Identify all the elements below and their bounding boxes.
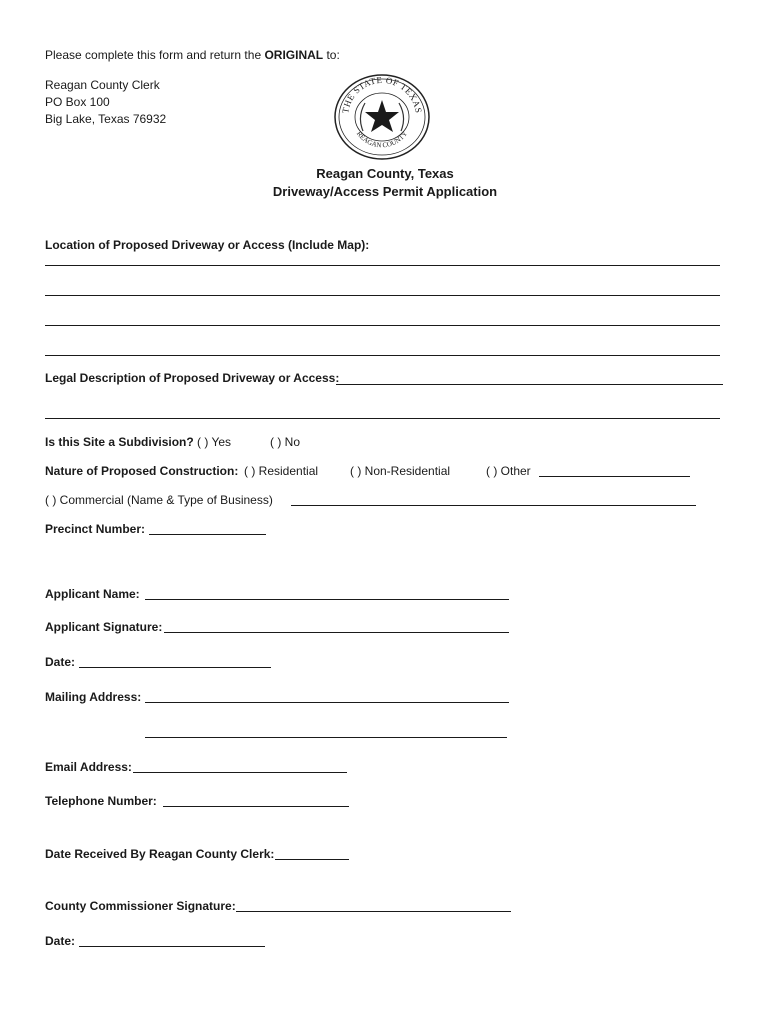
county-seal-icon: [333, 73, 431, 161]
seal-bottom-text: REAGAN COUNTY: [354, 129, 410, 150]
residential-option[interactable]: ( ) Residential: [244, 464, 319, 478]
applicant-signature-label: Applicant Signature:: [45, 620, 163, 634]
subdivision-label: Is this Site a Subdivision?: [45, 435, 194, 449]
commercial-field[interactable]: [291, 505, 696, 506]
precinct-field[interactable]: [149, 534, 266, 535]
location-label: Location of Proposed Driveway or Access (Include Map):: [45, 238, 370, 252]
email-address-field[interactable]: [133, 772, 347, 773]
subdivision-yes-option[interactable]: ( ) Yes: [197, 435, 232, 449]
date-received-field[interactable]: [275, 859, 349, 860]
non-residential-option[interactable]: ( ) Non-Residential: [350, 464, 451, 478]
commercial-option[interactable]: ( ) Commercial (Name & Type of Business): [45, 493, 273, 507]
telephone-field[interactable]: [163, 806, 349, 807]
other-field[interactable]: [539, 476, 690, 477]
legal-description-label: Legal Description of Proposed Driveway or Access:: [45, 371, 340, 385]
location-field-4[interactable]: [45, 355, 720, 356]
location-field-1[interactable]: [45, 265, 720, 266]
email-address-label: Email Address:: [45, 760, 132, 774]
subdivision-no-option[interactable]: ( ) No: [270, 435, 300, 449]
form-title: Driveway/Access Permit Application: [272, 184, 498, 199]
legal-description-field-2[interactable]: [45, 418, 720, 419]
address-line-1: Reagan County Clerk: [45, 78, 160, 92]
applicant-name-label: Applicant Name:: [45, 587, 140, 601]
mailing-address-label: Mailing Address:: [45, 690, 142, 704]
commissioner-signature-field[interactable]: [236, 911, 511, 912]
mailing-address-field-2[interactable]: [145, 737, 507, 738]
address-line-3: Big Lake, Texas 76932: [45, 112, 167, 126]
commissioner-date-field[interactable]: [79, 946, 265, 947]
return-instruction: [45, 47, 340, 63]
other-option[interactable]: ( ) Other: [486, 464, 531, 478]
address-line-2: PO Box 100: [45, 95, 110, 109]
instruction-bold: ORIGINAL: [264, 48, 324, 62]
legal-description-field-1[interactable]: [336, 384, 723, 385]
mailing-address-field-1[interactable]: [145, 702, 509, 703]
commissioner-date-label: Date:: [45, 934, 76, 948]
instruction-suffix: to:: [323, 48, 340, 62]
applicant-date-field[interactable]: [79, 667, 271, 668]
commissioner-signature-label: County Commissioner Signature:: [45, 899, 236, 913]
applicant-signature-field[interactable]: [164, 632, 509, 633]
telephone-label: Telephone Number:: [45, 794, 157, 808]
applicant-date-label: Date:: [45, 655, 76, 669]
location-field-2[interactable]: [45, 295, 720, 296]
construction-label: Nature of Proposed Construction:: [45, 464, 239, 478]
applicant-name-field[interactable]: [145, 599, 509, 600]
seal-top-text: THE STATE OF TEXAS: [340, 74, 424, 114]
location-field-3[interactable]: [45, 325, 720, 326]
instruction-prefix: Please complete this form and return the: [45, 48, 265, 62]
svg-text:REAGAN COUNTY: [355, 130, 409, 150]
county-title: Reagan County, Texas: [316, 166, 454, 181]
date-received-label: Date Received By Reagan County Clerk:: [45, 847, 275, 861]
precinct-label: Precinct Number:: [45, 522, 146, 536]
